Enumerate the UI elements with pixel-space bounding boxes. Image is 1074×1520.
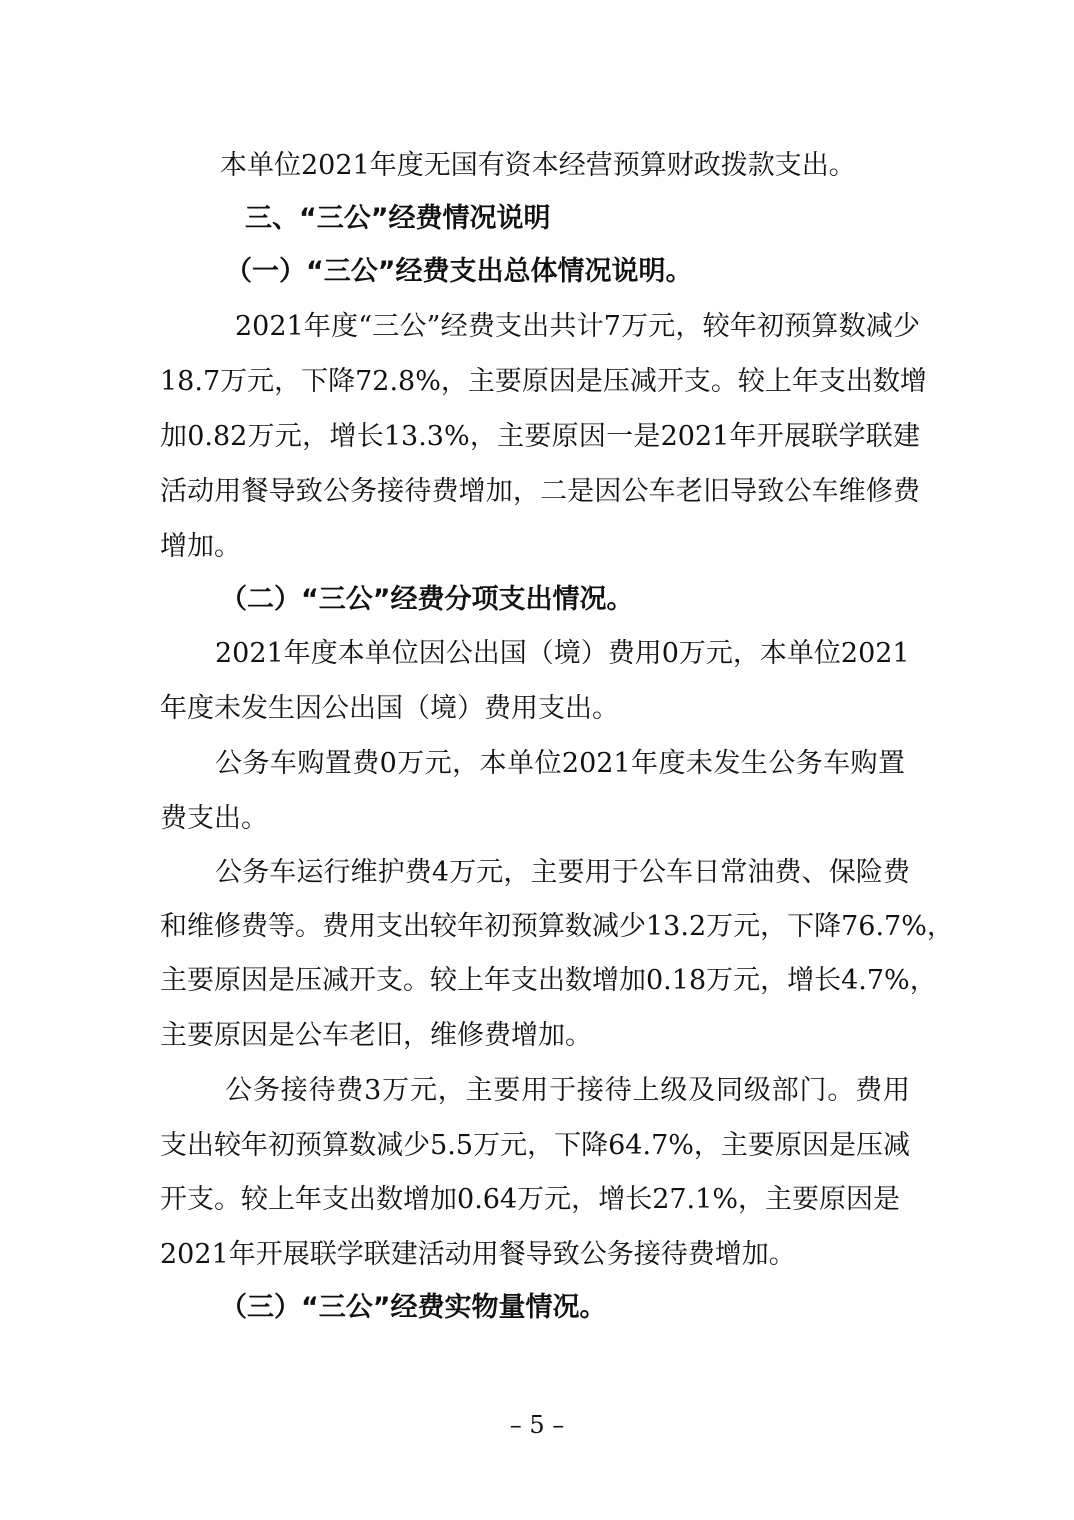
text-line: 2021年度本单位因公出国（境）费用0万元，本单位2021 <box>215 638 910 669</box>
subsection-heading: （二）“三公”经费分项支出情况。 <box>220 584 634 615</box>
text-line: 公务车购置费0万元，本单位2021年度未发生公务车购置 <box>215 748 905 779</box>
text-line: 开支。较上年支出数增加0.64万元，增长27.1%，主要原因是 <box>160 1184 900 1215</box>
page-number: – 5 – <box>509 1411 565 1439</box>
text-line: 本单位2021年度无国有资本经营预算财政拨款支出。 <box>220 150 856 181</box>
text-line: 主要原因是公车老旧，维修费增加。 <box>160 1020 592 1051</box>
text-line: 加0.82万元，增长13.3%，主要原因一是2021年开展联学联建 <box>160 421 920 452</box>
text-line: 公务接待费3万元，主要用于接待上级及同级部门。费用 <box>225 1075 910 1106</box>
text-line: 2021年开展联学联建活动用餐导致公务接待费增加。 <box>160 1239 796 1270</box>
section-heading: 三、“三公”经费情况说明 <box>245 203 551 234</box>
text-line: 费支出。 <box>160 803 268 834</box>
text-line: 主要原因是压减开支。较上年支出数增加0.18万元，增长4.7%， <box>160 965 937 996</box>
text-line: 年度未发生因公出国（境）费用支出。 <box>160 693 619 724</box>
text-line: 公务车运行维护费4万元，主要用于公车日常油费、保险费 <box>215 857 910 888</box>
subsection-heading: （一）“三公”经费支出总体情况说明。 <box>225 256 693 287</box>
text-line: 支出较年初预算数减少5.5万元，下降64.7%，主要原因是压减 <box>160 1130 910 1161</box>
text-line: 18.7万元，下降72.8%，主要原因是压减开支。较上年支出数增 <box>160 366 927 397</box>
text-line: 活动用餐导致公务接待费增加，二是因公车老旧导致公车维修费 <box>160 476 920 507</box>
text-line: 2021年度“三公”经费支出共计7万元，较年初预算数减少 <box>235 311 920 342</box>
subsection-heading: （三）“三公”经费实物量情况。 <box>220 1292 607 1323</box>
text-line: 和维修费等。费用支出较年初预算数减少13.2万元，下降76.7%， <box>160 911 954 942</box>
text-line: 增加。 <box>160 531 241 562</box>
